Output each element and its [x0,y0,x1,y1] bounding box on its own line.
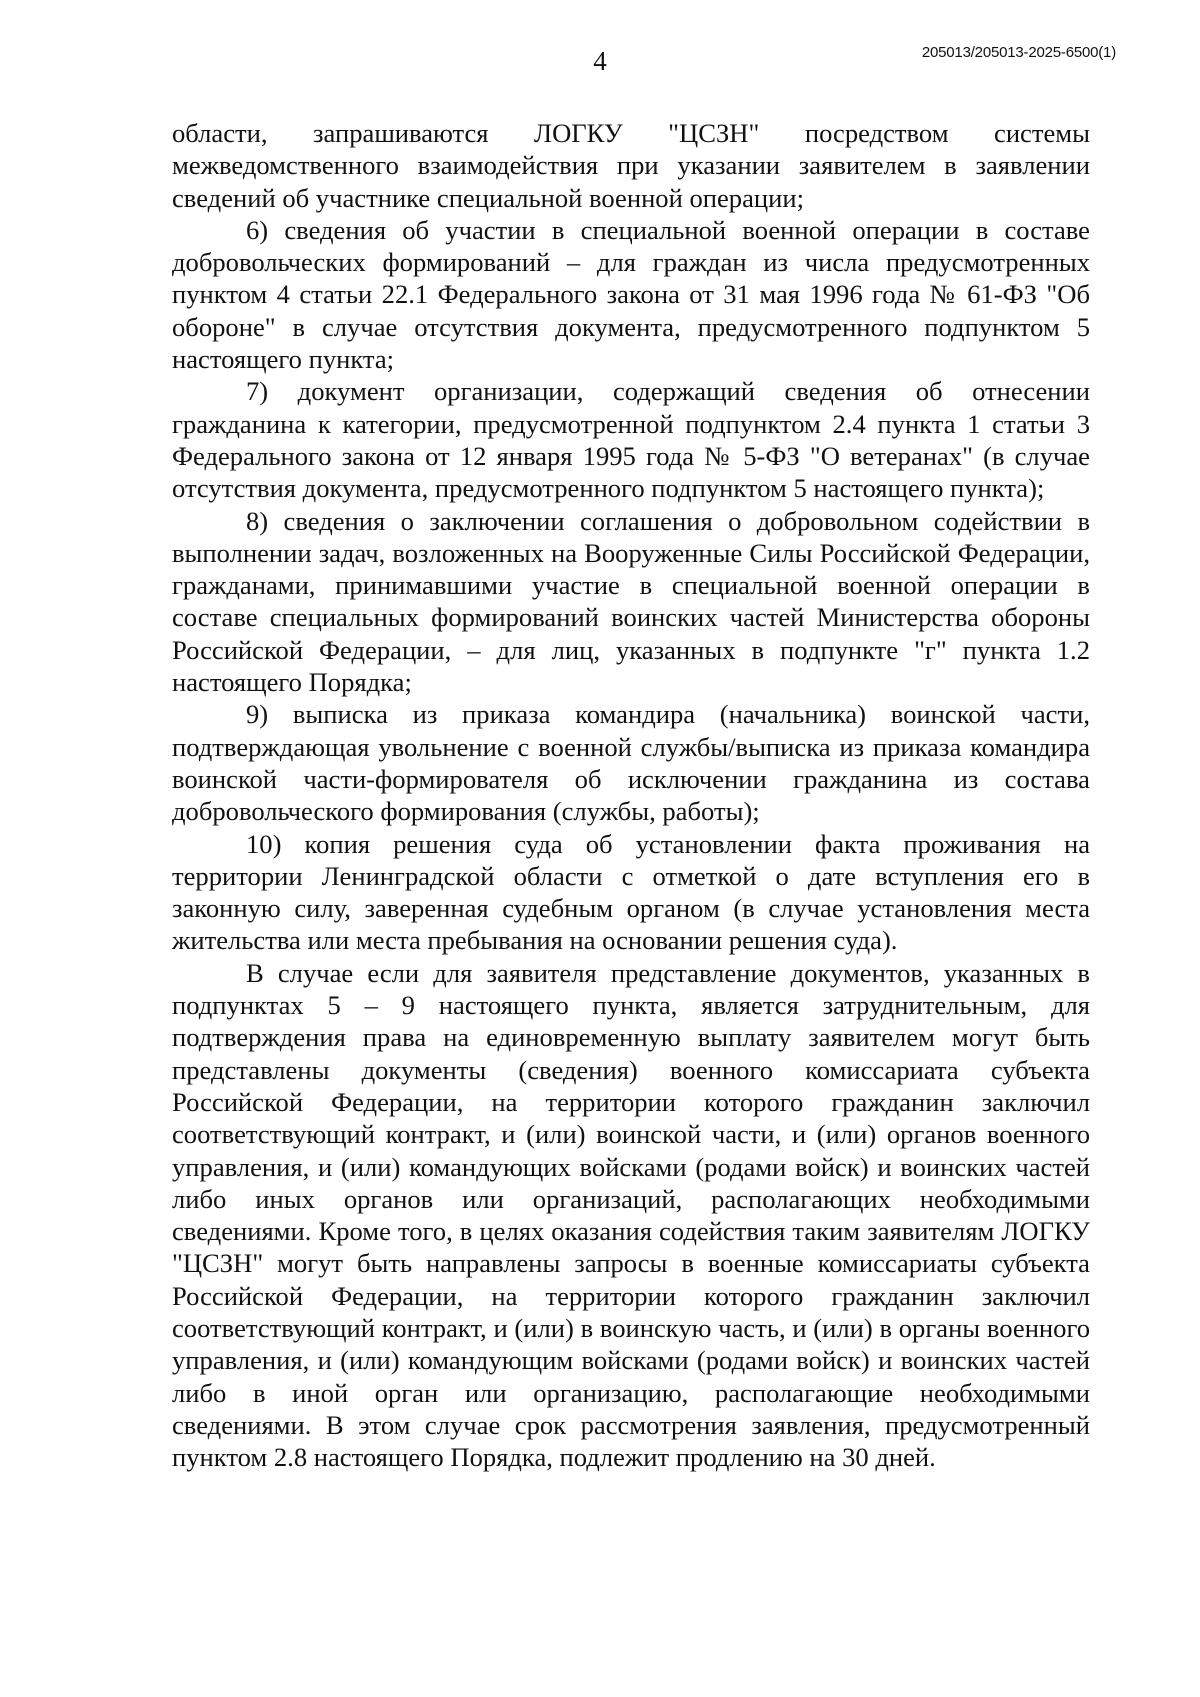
paragraph-item-8: 8) сведения о заключении соглашения о добровольном содействии в выполнении задач, возложенных на Вооруженные Силы Российской Федерации, гражданами, принимавшими участие в специальной военной операции в составе специальных формирований воинских частей Министерства обороны Российской Федерации, – для лиц, указанных в подпункте "г" пункта 1.2 настоящего Порядка; [172,505,1090,698]
paragraph-continuation: области, запрашиваются ЛОГКУ "ЦСЗН" посредством системы межведомственного взаимодействия при указании заявителем в заявлении сведений об участнике специальной военной операции; [172,118,1090,213]
paragraph-alternative-documents: В случае если для заявителя представление документов, указанных в подпунктах 5 – 9 настоящего пункта, является затруднительным, для подтверждения права на единовременную выплату заявителем могут быть представлены документы (сведения) военного комиссариата субъекта Российской Федерации, на территории которого гражданин заключил соответствующий контракт, и (или) воинской части, и (или) органов военного управления, и (или) командующих войсками (родами войск) и воинских частей либо иных органов или организаций, располагающих необходимыми сведениями. Кроме того, в целях оказания содействия таким заявителям ЛОГКУ "ЦСЗН" могут быть направлены запросы в военные комиссариаты субъекта Российской Федерации, на территории которого гражданин заключил соответствующий контракт, и (или) в воинскую часть, и (или) в органы военного управления, и (или) командующим войсками (родами войск) и воинских частей либо в иной орган или организацию, располагающие необходимыми сведениями. В этом случае срок рассмотрения заявления, предусмотренный пунктом 2.8 настоящего Порядка, подлежит продлению на 30 дней. [172,957,1090,1473]
paragraph-item-6: 6) сведения об участии в специальной военной операции в составе добровольческих формирований – для граждан из числа предусмотренных пунктом 4 статьи 22.1 Федерального закона от 31 мая 1996 года № 61-ФЗ "Об обороне" в случае отсутствия документа, предусмотренного подпунктом 5 настоящего пункта; [172,214,1090,375]
paragraph-item-9: 9) выписка из приказа командира (начальника) воинской части, подтверждающая увольнение с военной службы/выписка из приказа командира воинской части-формирователя об исключении гражданина из состава добровольческого формирования (службы, работы); [172,699,1090,827]
paragraph-item-10: 10) копия решения суда об установлении факта проживания на территории Ленинградской области с отметкой о дате вступления его в законную силу, заверенная судебным органом (в случае установления места жительства или места пребывания на основании решения суда). [172,828,1090,956]
paragraph-item-7: 7) документ организации, содержащий сведения об отнесении гражданина к категории, предусмотренной подпунктом 2.4 пункта 1 статьи 3 Федерального закона от 12 января 1995 года № 5-ФЗ "О ветеранах" (в случае отсутствия документа, предусмотренного подпунктом 5 настоящего пункта); [172,376,1090,504]
page-number: 4 [593,46,607,76]
document-id: 205013/205013-2025-6500(1) [921,44,1116,61]
document-body [172,117,1090,1473]
